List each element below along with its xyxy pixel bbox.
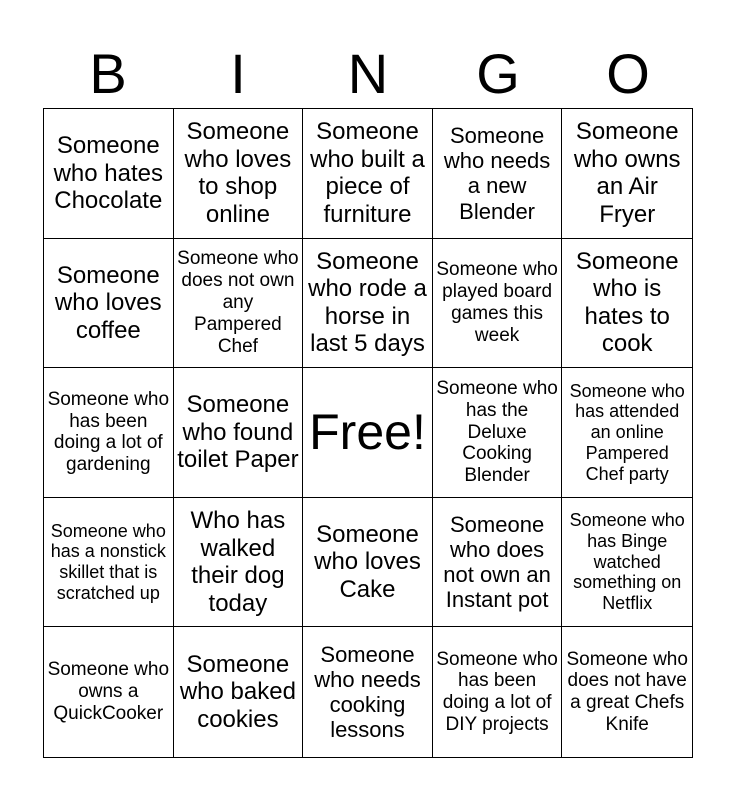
bingo-cell[interactable]: Someone who played board games this week bbox=[433, 239, 563, 369]
header-letter-b: B bbox=[89, 42, 127, 105]
bingo-cell[interactable]: Someone who has the Deluxe Cooking Blender bbox=[433, 368, 563, 498]
bingo-cell[interactable]: Someone who baked cookies bbox=[174, 627, 304, 757]
bingo-cell[interactable]: Someone who built a piece of furniture bbox=[303, 109, 433, 239]
header-letter-n: N bbox=[347, 42, 389, 105]
bingo-cell[interactable]: Someone who found toilet Paper bbox=[174, 368, 304, 498]
header-letter-g: G bbox=[476, 42, 520, 105]
bingo-cell[interactable]: Someone who has attended an online Pampered Chef party bbox=[562, 368, 692, 498]
bingo-cell[interactable]: Someone who does not own any Pampered Chef bbox=[174, 239, 304, 369]
bingo-cell[interactable]: Someone who loves to shop online bbox=[174, 109, 304, 239]
bingo-cell[interactable]: Who has walked their dog today bbox=[174, 498, 304, 628]
bingo-cell[interactable]: Someone who has a nonstick skillet that is scratched up bbox=[44, 498, 174, 628]
bingo-cell[interactable]: Someone who does not own an Instant pot bbox=[433, 498, 563, 628]
header-letter-o: O bbox=[606, 42, 650, 105]
bingo-cell[interactable]: Someone who loves Cake bbox=[303, 498, 433, 628]
bingo-cell[interactable]: Someone who hates Chocolate bbox=[44, 109, 174, 239]
bingo-cell[interactable]: Someone who has been doing a lot of DIY projects bbox=[433, 627, 563, 757]
bingo-cell[interactable]: Someone who rode a horse in last 5 days bbox=[303, 239, 433, 369]
bingo-cell[interactable]: Someone who loves coffee bbox=[44, 239, 174, 369]
bingo-cell[interactable]: Someone who is hates to cook bbox=[562, 239, 692, 369]
bingo-cell[interactable]: Someone who does not have a great Chefs Knife bbox=[566, 648, 688, 736]
bingo-cell[interactable]: Someone who owns a QuickCooker bbox=[44, 627, 174, 757]
bingo-cell[interactable]: Someone who owns an Air Fryer bbox=[562, 109, 692, 239]
bingo-cell[interactable]: Someone who has Binge watched something on Netflix bbox=[562, 498, 692, 628]
bingo-cell[interactable]: Someone who needs cooking lessons bbox=[303, 627, 433, 757]
bingo-header bbox=[43, 40, 693, 108]
bingo-board bbox=[43, 108, 693, 758]
bingo-cell[interactable]: Someone who has been doing a lot of gardening bbox=[44, 368, 174, 498]
free-space[interactable]: Free! bbox=[303, 368, 433, 498]
header-letter-i: I bbox=[230, 42, 246, 105]
bingo-cell[interactable]: Someone who needs a new Blender bbox=[433, 109, 563, 239]
